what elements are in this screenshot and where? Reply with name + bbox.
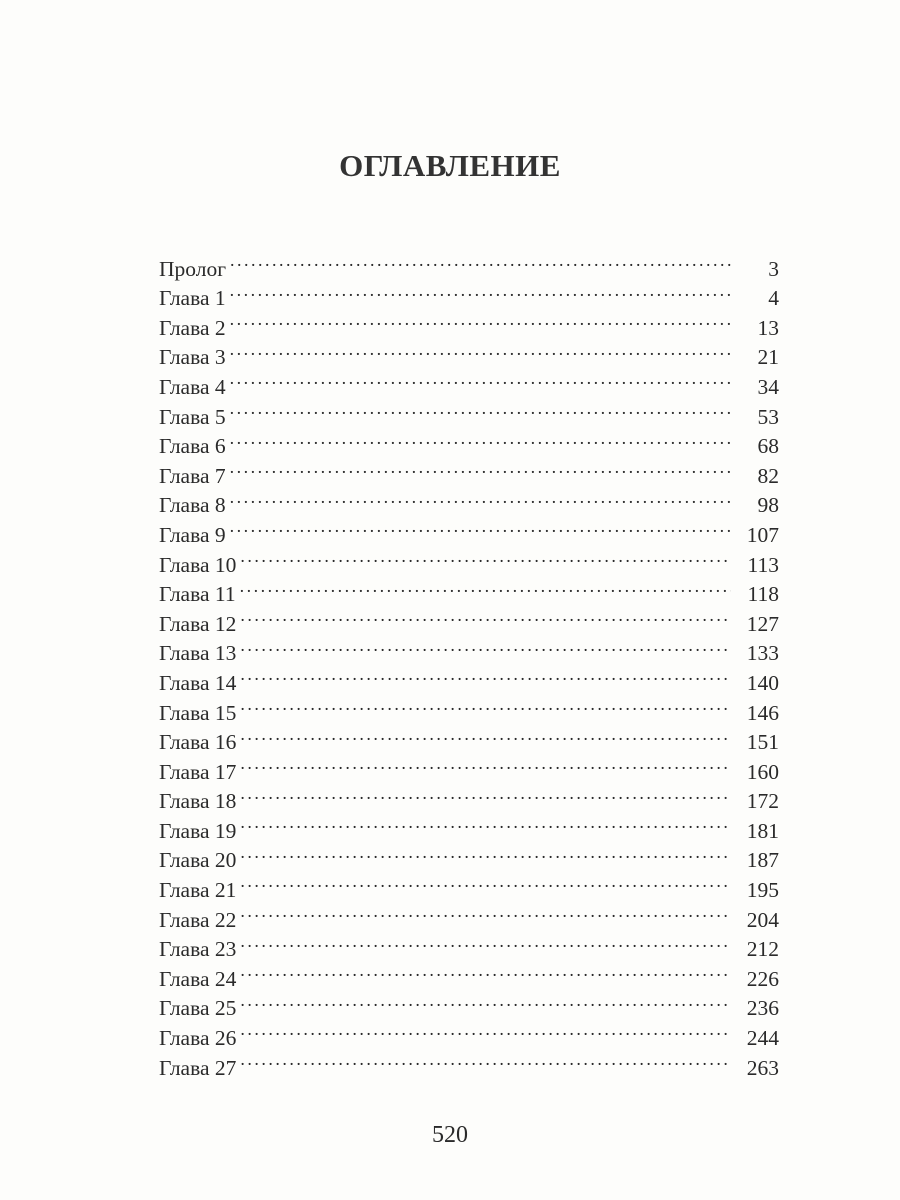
toc-entry bbox=[159, 364, 779, 399]
toc-entry-page: 98 bbox=[757, 493, 779, 518]
toc-entry bbox=[159, 483, 779, 518]
toc-entry-page: 226 bbox=[746, 966, 779, 991]
toc-entry-page: 4 bbox=[768, 286, 779, 311]
toc-entry bbox=[159, 512, 779, 547]
toc-entry-page: 244 bbox=[746, 1026, 779, 1051]
toc-entry-label: Глава 21 bbox=[159, 878, 237, 903]
toc-entry-label: Глава 3 bbox=[159, 345, 226, 370]
toc-entry-label: Глава 27 bbox=[159, 1055, 237, 1080]
toc-entry-page: 146 bbox=[746, 700, 779, 725]
page-number: 520 bbox=[432, 1122, 468, 1148]
toc-entry bbox=[159, 867, 779, 903]
toc-dot-leader bbox=[230, 335, 731, 365]
toc-dot-leader bbox=[240, 897, 731, 927]
toc-dot-leader bbox=[230, 246, 731, 276]
toc-entry bbox=[159, 838, 779, 873]
toc-entry bbox=[159, 1045, 779, 1080]
toc-entry-label: Глава 13 bbox=[159, 641, 237, 666]
toc-entry-page: 212 bbox=[746, 937, 779, 962]
toc-entry-label: Глава 10 bbox=[159, 552, 237, 577]
toc-entry-page: 68 bbox=[757, 434, 779, 459]
toc-dot-leader bbox=[240, 601, 731, 631]
toc-dot-leader bbox=[240, 927, 731, 957]
page-title: ОГЛАВЛЕНИЕ bbox=[339, 148, 561, 183]
toc-entry-page: 160 bbox=[746, 759, 779, 784]
toc-entry-page: 172 bbox=[746, 789, 779, 814]
toc-entry-label: Глава 16 bbox=[159, 730, 237, 755]
toc-entry bbox=[159, 808, 779, 843]
toc-entry bbox=[159, 897, 779, 932]
toc-entry-page: 13 bbox=[757, 315, 779, 340]
toc-entry-label: Глава 24 bbox=[159, 966, 237, 991]
toc-dot-leader bbox=[240, 1015, 731, 1045]
toc-entry bbox=[159, 542, 779, 577]
toc-entry bbox=[159, 720, 779, 755]
toc-entry-page: 151 bbox=[746, 730, 779, 755]
toc-dot-leader bbox=[230, 364, 731, 394]
toc-entry-label: Глава 6 bbox=[159, 434, 226, 459]
toc-entry bbox=[159, 453, 779, 488]
toc-entry bbox=[159, 631, 779, 666]
toc-entry bbox=[159, 335, 779, 370]
toc-entry-label: Глава 26 bbox=[159, 1026, 237, 1051]
toc-entry-page: 181 bbox=[746, 818, 779, 843]
toc-entry bbox=[159, 660, 779, 695]
toc-dot-leader bbox=[240, 779, 731, 809]
toc-dot-leader bbox=[240, 956, 731, 986]
toc-dot-leader bbox=[240, 660, 731, 690]
toc-entry-label: Глава 25 bbox=[159, 996, 237, 1021]
toc-entry-page: 107 bbox=[746, 522, 779, 547]
toc-entry-page: 133 bbox=[746, 641, 779, 666]
toc-entry-label: Глава 18 bbox=[159, 789, 237, 814]
toc-entry bbox=[159, 424, 779, 459]
toc-dot-leader bbox=[240, 720, 731, 750]
toc-entry bbox=[159, 690, 779, 725]
toc-entry-label: Глава 8 bbox=[159, 493, 226, 518]
toc-entry-page: 34 bbox=[757, 374, 779, 399]
toc-dot-leader bbox=[240, 838, 731, 868]
toc-dot-leader bbox=[240, 808, 731, 838]
toc-entry bbox=[159, 1015, 779, 1051]
toc-dot-leader bbox=[240, 986, 731, 1016]
toc-dot-leader bbox=[240, 690, 731, 720]
toc-entry-page: 3 bbox=[768, 256, 779, 281]
toc-entry-page: 113 bbox=[747, 552, 779, 577]
toc-entry bbox=[159, 246, 779, 281]
toc-dot-leader bbox=[240, 631, 731, 661]
toc-entry-label: Глава 9 bbox=[159, 522, 226, 547]
toc-entry-label: Глава 23 bbox=[159, 937, 237, 962]
toc-entry-label: Глава 2 bbox=[159, 315, 226, 340]
toc-entry-page: 195 bbox=[746, 878, 779, 903]
toc-dot-leader bbox=[240, 867, 731, 897]
toc-dot-leader bbox=[240, 542, 731, 572]
toc-entry-page: 118 bbox=[747, 582, 779, 607]
toc-entry-page: 21 bbox=[757, 345, 779, 370]
toc-entry-label: Глава 4 bbox=[159, 374, 226, 399]
toc-entry bbox=[159, 749, 779, 784]
toc-entry-label: Глава 14 bbox=[159, 670, 237, 695]
toc-entry bbox=[159, 779, 779, 814]
toc-dot-leader bbox=[230, 483, 731, 513]
toc-entry-page: 82 bbox=[757, 463, 779, 488]
toc-dot-leader bbox=[230, 512, 731, 542]
toc-entry bbox=[159, 927, 779, 962]
toc-dot-leader bbox=[230, 394, 731, 424]
toc-dot-leader bbox=[240, 1045, 731, 1075]
table-of-contents bbox=[159, 246, 779, 1080]
toc-entry-page: 127 bbox=[746, 611, 779, 636]
toc-entry-label: Глава 5 bbox=[159, 404, 226, 429]
toc-entry-label: Пролог bbox=[159, 256, 227, 281]
toc-entry-label: Глава 15 bbox=[159, 700, 237, 725]
toc-entry-page: 236 bbox=[746, 996, 779, 1021]
toc-entry bbox=[159, 394, 779, 429]
toc-dot-leader bbox=[240, 572, 731, 602]
toc-entry-label: Глава 19 bbox=[159, 818, 237, 843]
toc-entry-label: Глава 7 bbox=[159, 463, 226, 488]
toc-entry-page: 263 bbox=[746, 1055, 779, 1080]
toc-entry-label: Глава 1 bbox=[159, 286, 226, 311]
toc-entry bbox=[159, 986, 779, 1021]
toc-entry bbox=[159, 601, 779, 636]
toc-entry bbox=[159, 572, 779, 607]
toc-dot-leader bbox=[230, 305, 731, 335]
toc-entry bbox=[159, 276, 779, 311]
toc-entry-page: 187 bbox=[746, 848, 779, 873]
toc-dot-leader bbox=[230, 276, 731, 306]
toc-entry-page: 140 bbox=[746, 670, 779, 695]
toc-entry-label: Глава 17 bbox=[159, 759, 237, 784]
toc-entry-label: Глава 22 bbox=[159, 907, 237, 932]
toc-entry-label: Глава 11 bbox=[159, 582, 236, 607]
toc-entry-page: 204 bbox=[746, 907, 779, 932]
toc-entry-label: Глава 12 bbox=[159, 611, 237, 636]
toc-entry-page: 53 bbox=[757, 404, 779, 429]
toc-dot-leader bbox=[230, 424, 731, 454]
toc-entry bbox=[159, 305, 779, 340]
toc-dot-leader bbox=[230, 453, 731, 483]
toc-entry-label: Глава 20 bbox=[159, 848, 237, 873]
toc-dot-leader bbox=[240, 749, 731, 779]
toc-entry bbox=[159, 956, 779, 991]
